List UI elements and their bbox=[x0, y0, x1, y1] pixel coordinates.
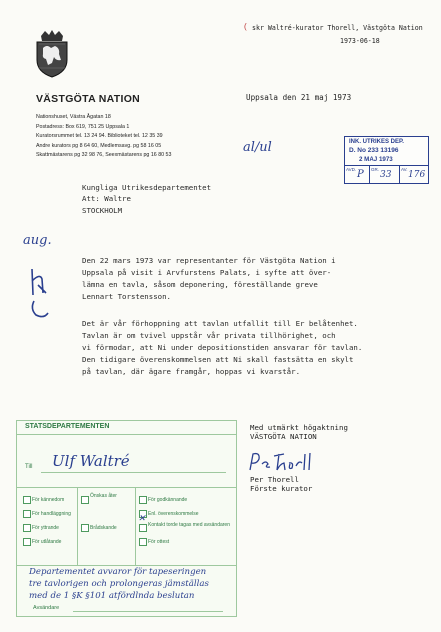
heraldic-lion-crest-icon bbox=[33, 30, 71, 78]
handwritten-note: aug. bbox=[23, 233, 52, 248]
address-line: Andre kurators pg 8 64 60, Medlemsavg. pg 58 16 05 bbox=[36, 143, 162, 149]
recipient-line: STOCKHOLM bbox=[82, 206, 123, 215]
checkbox-onskas-ater[interactable] bbox=[81, 496, 89, 504]
address-line: Nationshuset, Västra Ågatan 18 bbox=[36, 114, 111, 120]
body-line: Tavlan är om tvivel uppstår vår privata tillhörighet, och bbox=[82, 331, 336, 340]
option-label: För godkännande bbox=[148, 497, 188, 503]
address-line: Postadress: Box 619, 751 25 Uppsala 1 bbox=[36, 124, 130, 130]
stamp-cell-gr: GR. 33 bbox=[370, 166, 400, 183]
body-line: lämna en tavla, såsom deponering, föreställande greve bbox=[82, 280, 318, 289]
organization-name: VÄSTGÖTA NATION bbox=[36, 93, 141, 105]
handwritten-note-line: tre tavlorigen och prolongeras jämställas bbox=[29, 579, 209, 589]
checkmark-icon: ✕ bbox=[138, 514, 146, 524]
form-title: STATSDEPARTEMENTEN bbox=[25, 423, 110, 430]
reference-line: skr Waltré-kurator Thorell, Västgöta Nation bbox=[252, 24, 423, 32]
body-line: Lennart Torstensson. bbox=[82, 292, 171, 301]
body-line: Uppsala på visit i Arvfurstens Palats, i syfte att över- bbox=[82, 268, 332, 277]
stamp-title: INK. UTRIKES DEP. bbox=[349, 139, 404, 145]
option-label: Enl. överenskommelse bbox=[148, 511, 199, 517]
option-label: För handläggning bbox=[32, 511, 71, 517]
signer-name: Per Thorell bbox=[250, 475, 299, 484]
stamp-cell-avd: AVD. P bbox=[345, 166, 370, 183]
body-line: Den 22 mars 1973 var representanter för Västgöta Nation i bbox=[82, 256, 336, 265]
checkbox-for-godkannande[interactable] bbox=[139, 496, 147, 504]
option-label: Kontakt torde tagas med avsändaren bbox=[148, 522, 230, 528]
handwritten-note-line: med de 1 §K §101 atfördlnda beslutan bbox=[29, 591, 195, 601]
stamp-cell-av: AV. 176 bbox=[401, 167, 426, 180]
reference-bracket: ( bbox=[244, 22, 247, 31]
reference-date: 1973-06-18 bbox=[340, 37, 380, 45]
address-line: Kuratorsrummet tel. 13 24 94. Biblioteket tel. 12 35 39 bbox=[36, 133, 163, 139]
checkbox-for-utlatande[interactable] bbox=[23, 538, 31, 546]
body-line: Det är vår förhoppning att tavlan utfallit till Er belåtenhet. bbox=[82, 319, 358, 328]
stamp-date: 2 MAJ 1973 bbox=[359, 156, 393, 163]
option-label: För yttrande bbox=[32, 525, 59, 531]
checkbox-for-kannedom[interactable] bbox=[23, 496, 31, 504]
recipient-line: Kungliga Utrikesdepartementet bbox=[82, 183, 212, 192]
till-label: Till bbox=[25, 464, 33, 470]
checkbox-for-ottest[interactable] bbox=[139, 538, 147, 546]
place-date: Uppsala den 21 maj 1973 bbox=[246, 93, 352, 102]
closing-greeting: Med utmärkt högaktning bbox=[250, 423, 348, 432]
option-label: För ottest bbox=[148, 539, 170, 545]
recipient-line: Att: Waltre bbox=[82, 194, 131, 203]
checkbox-for-yttrande[interactable] bbox=[23, 524, 31, 532]
option-label: Önskas åter bbox=[90, 493, 117, 499]
signer-title: Förste kurator bbox=[250, 484, 313, 493]
address-line: Skattmästarens pg 32 98 76, Seexmästarens pg 16 80 53 bbox=[36, 152, 172, 158]
handwritten-note-line: Departementet avvaror för tapeseringen bbox=[29, 567, 207, 577]
handwritten-initials: al/ul bbox=[243, 140, 272, 155]
option-label: För utlåtande bbox=[32, 539, 62, 545]
closing-organization: VÄSTGÖTA NATION bbox=[250, 432, 317, 441]
checkbox-kontakt[interactable] bbox=[139, 524, 147, 532]
body-line: Den tidigare överenskommelsen att Ni skall fastsätta en skylt bbox=[82, 355, 354, 364]
routing-slip bbox=[16, 420, 237, 617]
checkbox-for-handlaggning[interactable] bbox=[23, 510, 31, 518]
body-line: på tavlan, där ägare framgår, hoppas vi kvarstår. bbox=[82, 367, 301, 376]
option-label: För kännedom bbox=[32, 497, 65, 503]
sender-label: Avsändare bbox=[33, 605, 60, 611]
option-label: Brådskande bbox=[90, 525, 117, 531]
handwritten-mark-icon bbox=[28, 265, 50, 323]
till-value: Ulf Waltré bbox=[52, 452, 130, 470]
body-line: vi förmodar, att Ni under depositionstiden ansvarar för tavlan. bbox=[82, 343, 363, 352]
received-stamp bbox=[344, 136, 429, 184]
checkbox-bradskande[interactable] bbox=[81, 524, 89, 532]
stamp-number: D. No 233 13196 bbox=[349, 147, 399, 154]
